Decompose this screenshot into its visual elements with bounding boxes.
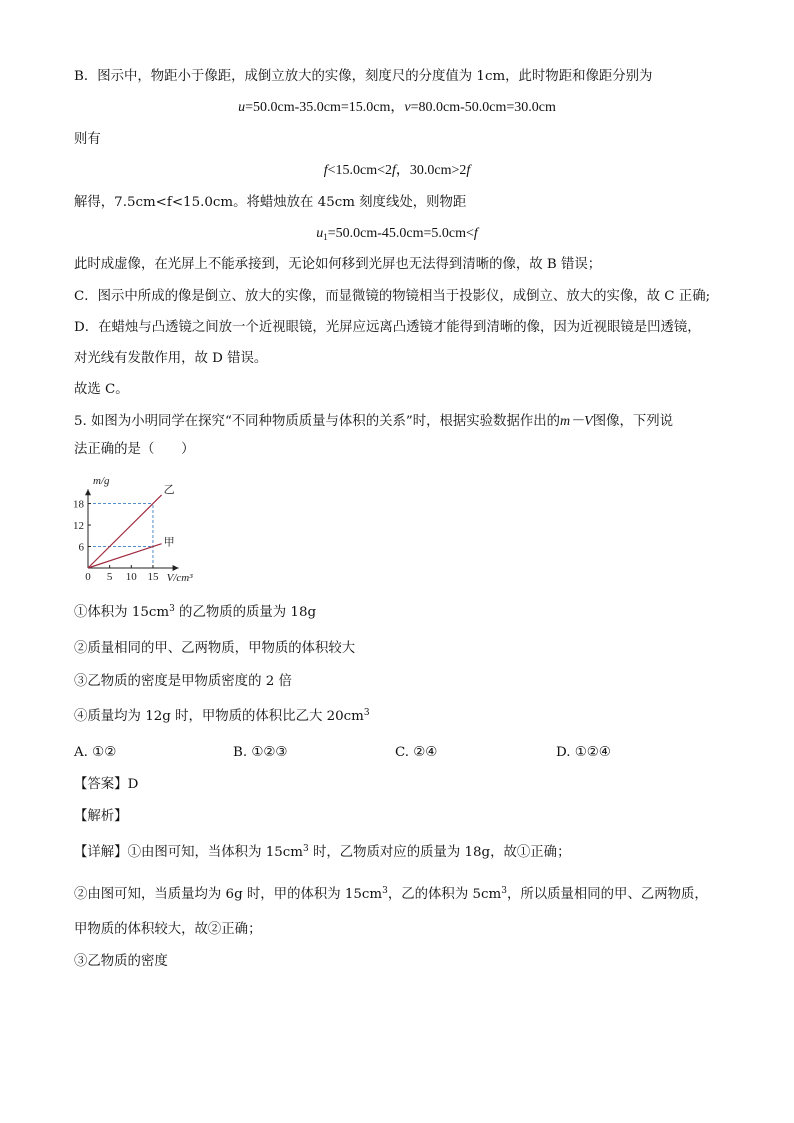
focal-inequality: f<15.0cm<2f，30.0cm>2f (323, 163, 471, 178)
series-label-1: 甲 (163, 536, 175, 549)
mass-volume-graph (70, 474, 230, 590)
series-line-0 (88, 495, 162, 568)
x-axis-label: V/cm³ (166, 572, 193, 584)
detail-line-3: 甲物质的体积较大，故②正确； (74, 922, 262, 937)
y-tick-label-1: 12 (73, 520, 84, 533)
detail-line-1: 【详解】①由图可知，当体积为 $15cm^3$ 时，乙物质对应的质量为 18g，故①正确； (74, 844, 571, 860)
then-text: 则有 (74, 132, 101, 147)
option-c-explanation: C．图示中所成的像是倒立、放大的实像，而显微镜的物镜相当于投影仪，成倒立、放大的实像，故 C 正确; (74, 289, 711, 304)
option-a: A. ①② (74, 745, 117, 760)
detail-line-2: ②由图可知，当质量均为 6g 时，甲的体积为 $15cm^3$，乙的体积为 $5cm^3$，所以质量相同的甲、乙两物质， (74, 886, 708, 902)
solve-text: 解得，7.5cm<f<15.0cm。将蜡烛放在 45cm 刻度线处，则物距 (74, 195, 467, 210)
x-tick-label-0: 0 (85, 571, 91, 583)
x-tick-label-3: 15 (147, 571, 159, 583)
option-b-explanation: B．图示中，物距小于像距，成倒立放大的实像，刻度尺的分度值为 1cm，此时物距和像距分别为 (74, 69, 653, 84)
option-c: C. ②④ (395, 745, 438, 760)
series-label-0: 乙 (163, 483, 175, 496)
graph-axes (85, 489, 179, 571)
option-d-explanation-cont: 对光线有发散作用，故 D 错误。 (74, 351, 268, 366)
x-axis-arrow (173, 565, 179, 571)
option-d: D. ①②④ (556, 745, 611, 760)
detail-line-4: ③乙物质的密度 (74, 954, 168, 969)
question-5-stem-cont: 法正确的是（ ） (74, 442, 195, 457)
x-tick-label-2: 10 (125, 571, 137, 583)
analysis-tag: 【解析】 (74, 809, 128, 824)
answer-line (74, 776, 138, 794)
detail-tag: 【详解】 (74, 845, 128, 860)
series-line-1 (88, 544, 162, 568)
option-b: B. ①②③ (233, 745, 288, 760)
statement-4: ④质量均为 12g 时，甲物质的体积比乙大 $20cm^3$ (74, 708, 370, 724)
var-u: u (238, 100, 246, 115)
graph-series (88, 483, 175, 568)
y-axis-label: m/g (93, 475, 110, 487)
x-tick-label-1: 5 (106, 571, 113, 583)
virtual-image-text: 此时成虚像，在光屏上不能承接到，无论如何移到光屏也无法得到清晰的像，故 B 错误； (74, 257, 602, 272)
statement-1: ①体积为 $15cm^3$ 的乙物质的质量为 18g (74, 604, 317, 620)
var-v: v (404, 100, 411, 115)
y-tick-label-2: 18 (73, 498, 84, 511)
option-d-explanation: D．在蜡烛与凸透镜之间放一个近视眼镜，光屏应远离凸透镜才能得到清晰的像，因为近视眼镜是凹透镜， (74, 320, 701, 335)
statement-2: ②质量相同的甲、乙两物质，甲物质的体积较大 (74, 641, 356, 656)
answer-value: D (127, 777, 139, 792)
choose-c-text: 故选 C。 (74, 382, 129, 397)
object-distance-equation: $u_1=50.0cm-45.0cm=5.0cm<f$ (316, 226, 478, 242)
answer-tag: 【答案】 (74, 777, 128, 792)
distance-equation: u=50.0cm-35.0cm=15.0cm，v=80.0cm-50.0cm=30.0cm (238, 100, 556, 115)
mv-symbol: m－V (560, 414, 593, 429)
y-tick-label-0: 6 (78, 541, 84, 554)
question-5-stem: 5. 如图为小明同学在探究“不同种物质质量与体积的关系”时，根据实验数据作出的m－V图像，下列说 (74, 414, 674, 429)
statement-3: ③乙物质的密度是甲物质密度的 2 倍 (74, 674, 292, 689)
y-axis-arrow (85, 489, 91, 495)
